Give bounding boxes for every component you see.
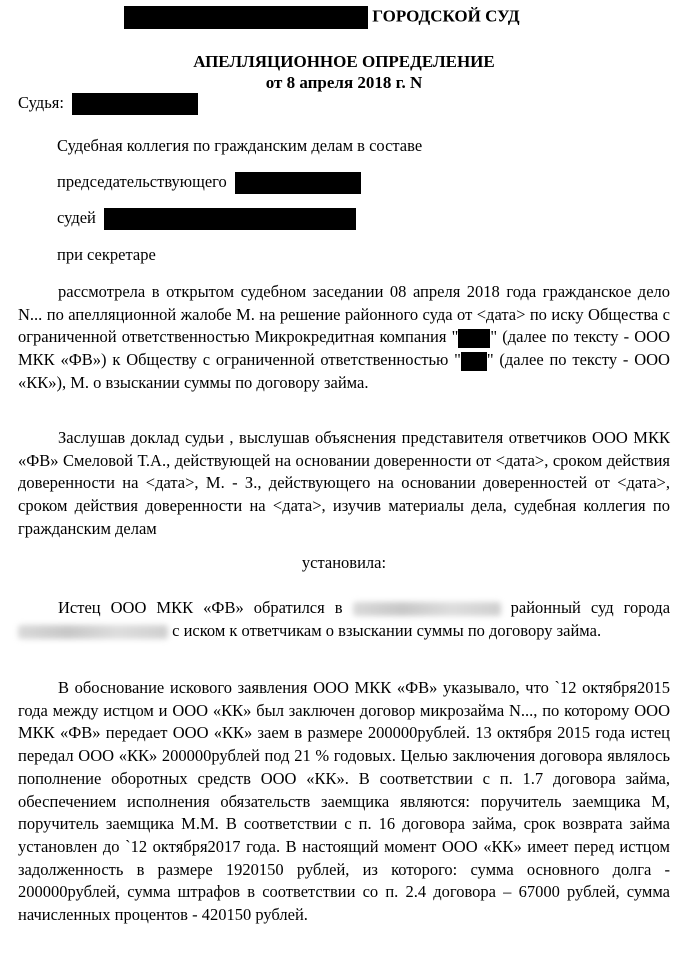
redaction-bar xyxy=(72,93,198,115)
judges-label: судей xyxy=(57,208,96,227)
redaction-bar xyxy=(458,329,490,348)
paragraph-text: " (далее по тексту - ООО МКК «ФВ») к Обществу с ограниченной ответственностью " xyxy=(18,327,670,370)
paragraph-text: Заслушав доклад судьи , выслушав объяснения представителя ответчиков ООО МКК «ФВ» Смеловой Т.А., действующей на основании доверенности от <дата>, сроком действия доверенности на <дата>, М. - З., действующего на основании доверенностей от <дата>, сроком действия доверенности на <дата>, изучив материалы дела, судебная коллегия по гражданским делам xyxy=(18,428,670,538)
paragraph-text: " (далее по тексту - ООО «КК»), М. о взыскании суммы по договору займа. xyxy=(18,350,670,392)
panel-intro: Судебная коллегия по гражданским делам в составе xyxy=(57,136,423,155)
paragraph-text: районный суд города xyxy=(510,598,671,617)
redaction-bar xyxy=(235,172,361,194)
presiding-line xyxy=(57,172,361,194)
redaction-bar xyxy=(104,208,356,230)
blurred-redaction xyxy=(18,625,168,639)
blurred-redaction xyxy=(353,602,501,616)
redaction-bar xyxy=(124,6,368,29)
court-name: ГОРОДСКОЙ СУД xyxy=(372,6,520,26)
paragraph-hearing xyxy=(18,281,670,395)
paragraph-report xyxy=(18,427,670,541)
paragraph-grounds xyxy=(18,677,670,927)
secretary-line: при секретаре xyxy=(57,245,156,264)
presiding-label: председательствующего xyxy=(57,172,227,191)
court-header xyxy=(124,6,520,29)
redaction-bar xyxy=(461,352,487,371)
paragraph-claim xyxy=(18,597,670,642)
established-heading: установила: xyxy=(301,553,387,572)
document-date: от 8 апреля 2018 г. N xyxy=(265,73,423,92)
paragraph-text: с иском к ответчикам о взыскании суммы по договору займа. xyxy=(172,620,602,640)
judge-label: Судья: xyxy=(18,93,64,112)
paragraph-text: Истец ООО МКК «ФВ» обратился в xyxy=(58,598,343,617)
judges-line xyxy=(57,208,356,230)
paragraph-text: рассмотрела в открытом судебном заседании 08 апреля 2018 года гражданское дело N... по апелляционной жалобе М. на решение районного суда от <дата> по иску Общества с ограниченной ответственностью Микрокредитная компания " xyxy=(18,282,670,347)
paragraph-text: В обоснование искового заявления ООО МКК «ФВ» указывало, что `12 октября2015 года между истцом и ООО «КК» был заключен договор микрозайма N..., по которому ООО МКК «ФВ» передает ООО «КК» заем в размере 200000рублей. 13 октября 2015 года истец передал ООО «КК» 200000рублей под 21 % годовых. Целью заключения договора являлось пополнение оборотных средств ООО «КК». В соответствии с п. 1.7 договора займа, обеспечением исполнения обязательств заемщика являются: поручитель заемщика М, поручитель заемщика М.М. В соответствии с п. 16 договора займа, срок возврата займа установлен до `12 октября2017 года. В настоящий момент ООО «КК» имеет перед истцом задолженность в размере 1920150 рублей, из которого: сумма основного долга - 200000рублей, сумма штрафов в соответствии со п. 2.4 договора – 67000 рублей, сумма начисленных процентов - 420150 рублей. xyxy=(18,678,670,925)
judge-line xyxy=(18,93,198,115)
document-title: АПЕЛЛЯЦИОННОЕ ОПРЕДЕЛЕНИЕ xyxy=(193,52,495,71)
